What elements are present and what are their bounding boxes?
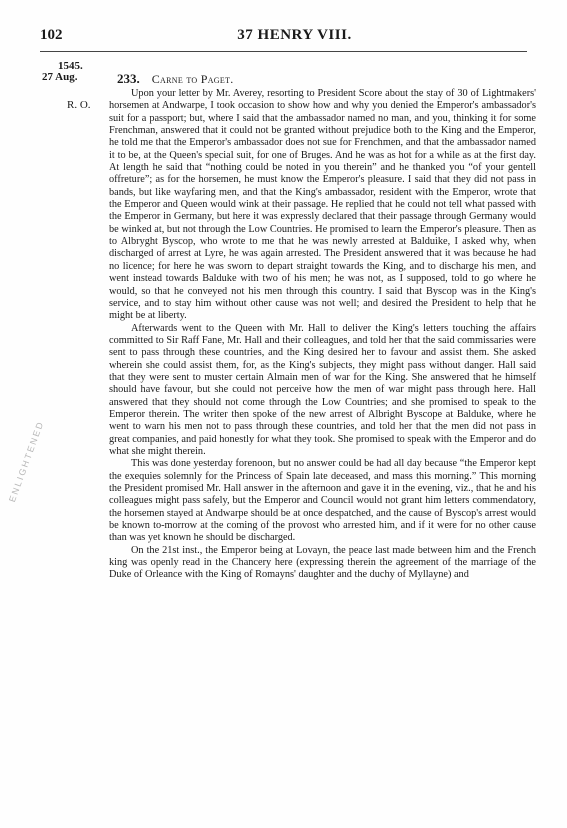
paragraph: Afterwards went to the Queen with Mr. Hall to deliver the King's letters touching the affairs committed to Sir Raff Fane, Mr. Hall and their colleagues, and told her that the said commissaries were sent to pass through these countries, and the King desired her to favour and assist them. She asked wherein she could assist them, for, as the King's subjects, they might pass without danger. Hall said that they were sent to muster certain Almain men of war for the King. She answered that he himself should have favour, but she could not perceive how the men of war might pass through here. Hall answered that they should not come through the Low Countries; and she promised to speak to the Emperor therein. The writer then spoke of the new arrest of Albright Byscope at Balduke, where he went to warn his men not to pass through these countries, and told her that the men did not pass in great companies, and paid honestly for what they took. She promised to speak with the Emperor and do what she might therein. xyxy=(109,322,536,457)
entry-number: 233. xyxy=(117,71,140,86)
page-number: 102 xyxy=(40,27,63,43)
watermark-stamp: ENLIGHTENED xyxy=(7,419,46,504)
margin-year: 1545. xyxy=(58,60,83,72)
entry-title: Carne to Paget. xyxy=(151,72,234,86)
paragraph: On the 21st inst., the Emperor being at Lovayn, the peace last made between him and the French king was openly read in the Chancery here (expressing therein the agreement of the marriage of the Duke of Orleance with the King of Romayns' daughter and the duchy of Myllayne) and xyxy=(109,544,536,581)
entry-heading xyxy=(117,71,234,87)
margin-source: R. O. xyxy=(67,99,91,111)
running-title: 37 HENRY VIII. xyxy=(237,27,352,43)
paragraph: This was done yesterday forenoon, but no answer could be had all day because “the Emperor kept the exequies solemnly for the Princess of Spain late deceased, and mass this morning.” This morning the President promised Mr. Hall answer in the afternoon and gave it in the evening, viz., that he and his colleagues might pass safely, but the Emperor and Council would not grant him letters commendatory, the horsemen stayed at Andwarpe should be at once despatched, and the cause of Byscop's arrest would be known to-morrow at the coming of the provost who arrested him, and if it were for no other cause than was yet known he should be discharged. xyxy=(109,458,536,544)
margin-date: 27 Aug. xyxy=(42,71,78,83)
paragraph: Upon your letter by Mr. Averey, resorting to President Score about the stay of 30 of Lightmakers' horsemen at Andwarpe, I took occasion to show how and why you denied the Emperor's ambassador's suit for a passport; but, where I said that the ambassador named no man, and you, thinking it for some Frenchman, answered that it could not be granted without prejudice both to the King and the Emperor, he told me that the Emperor's ambassador does not sue for Frenchmen, and that the ambassador named it to be, at the Queen's special suit, for one of Bruges. And he was as hot for a while as at the first day. At length he said that “nothing could be noted in you therein” and he thanked you “of your gentell offreture”; as for the horsemen, he must know the Emperor's pleasure. I said that they did not pass in bands, but like wayfaring men, and that the King's ambassador, resident with the Emperor, wrote that the Emperor and Queen would wink at their passage. He replied that he could not tell what passed with the Emperor in Germany, but here it was expressly declared that their passage through Germany would be winked at, but not through the Low Countries. He promised to learn the Emperor's pleasure. Then as to Albryght Byscop, who wrote to me that he was newly arrested at Balduike, I asked why, when discharged of arrest at Lyre, he was again arrested. The President answered that it was because he had no licence; for here he was sworn to depart straight towards the King, and to discharge his men, and went instead towards Balduke with two of his men; he was not, as I supposed, told to go where he would, so that he conveyed not his men through this country. I said that Byscop was in the King's service, and to stay him without other cause was not well; and desired the President to help that he might be at liberty. xyxy=(109,88,536,322)
header-rule xyxy=(40,51,527,52)
letter-body xyxy=(109,88,536,582)
